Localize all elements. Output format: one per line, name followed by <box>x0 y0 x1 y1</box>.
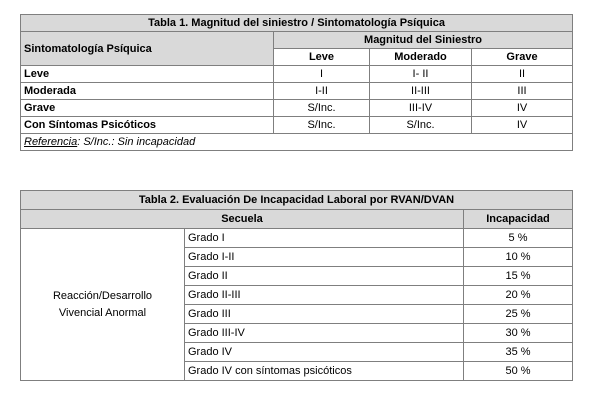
pct-cell: 15 % <box>464 267 573 286</box>
pct-cell: 35 % <box>464 343 573 362</box>
table-row <box>21 83 573 100</box>
table1-col-leve: Leve <box>274 49 370 66</box>
cell-value: IV <box>472 117 573 134</box>
grado-cell: Grado III <box>185 305 464 324</box>
pct-cell: 5 % <box>464 229 573 248</box>
row-label: Leve <box>21 66 274 83</box>
cell-value: IV <box>472 100 573 117</box>
table1-group-header: Magnitud del Siniestro <box>274 32 573 49</box>
pct-cell: 20 % <box>464 286 573 305</box>
row-label: Con Síntomas Psicóticos <box>21 117 274 134</box>
table2-title: Tabla 2. Evaluación De Incapacidad Laboral por RVAN/DVAN <box>21 191 573 210</box>
cell-value: III-IV <box>370 100 472 117</box>
cell-value: I- II <box>370 66 472 83</box>
grado-cell: Grado III-IV <box>185 324 464 343</box>
pct-cell: 50 % <box>464 362 573 381</box>
pct-cell: 30 % <box>464 324 573 343</box>
table-row <box>21 100 573 117</box>
cell-value: II <box>472 66 573 83</box>
grado-cell: Grado IV con síntomas psicóticos <box>185 362 464 381</box>
cell-value: S/Inc. <box>274 100 370 117</box>
cell-value: III <box>472 83 573 100</box>
cell-value: I <box>274 66 370 83</box>
grado-cell: Grado I-II <box>185 248 464 267</box>
table1-reference <box>21 134 573 151</box>
reference-label: Referencia <box>24 136 78 148</box>
table2-col-incapacidad: Incapacidad <box>464 210 573 229</box>
table-row <box>21 66 573 83</box>
table2-col-secuela: Secuela <box>21 210 464 229</box>
row-label: Grave <box>21 100 274 117</box>
cell-value: S/Inc. <box>274 117 370 134</box>
table-magnitud-siniestro <box>20 14 573 151</box>
grado-cell: Grado II <box>185 267 464 286</box>
table1-title: Tabla 1. Magnitud del siniestro / Sintomatología Psíquica <box>21 15 573 32</box>
cell-value: S/Inc. <box>370 117 472 134</box>
secuela-group-label <box>21 229 185 381</box>
table1-col-moderado: Moderado <box>370 49 472 66</box>
group-label-line1: Reacción/Desarrollo <box>52 289 153 302</box>
group-label-line2: Vivencial Anormal <box>58 306 147 319</box>
pct-cell: 25 % <box>464 305 573 324</box>
grado-cell: Grado II-III <box>185 286 464 305</box>
cell-value: I-II <box>274 83 370 100</box>
table-row <box>21 117 573 134</box>
reference-text: : S/Inc.: Sin incapacidad <box>77 136 196 148</box>
row-label: Moderada <box>21 83 274 100</box>
table-row <box>21 229 573 248</box>
table1-col-grave: Grave <box>472 49 573 66</box>
grado-cell: Grado I <box>185 229 464 248</box>
cell-value: II-III <box>370 83 472 100</box>
pct-cell: 10 % <box>464 248 573 267</box>
table-incapacidad-laboral <box>20 190 573 381</box>
table1-row-header: Sintomatología Psíquica <box>21 32 274 66</box>
grado-cell: Grado IV <box>185 343 464 362</box>
